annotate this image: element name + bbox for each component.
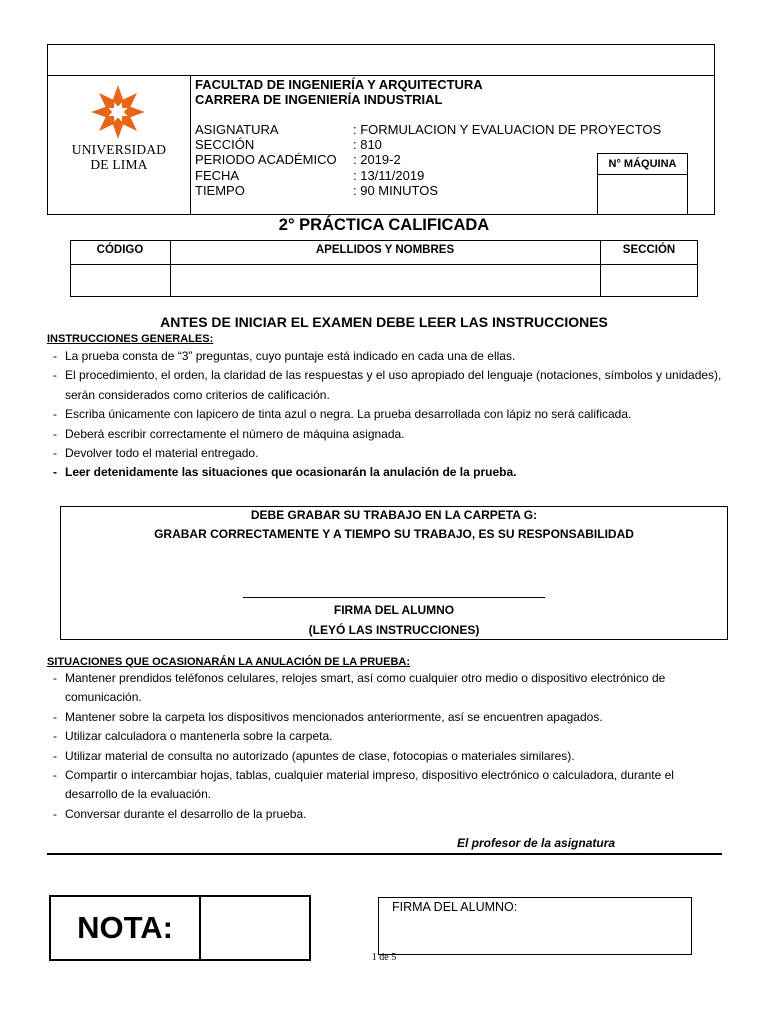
list-item: - Mantener prendidos teléfonos celulares, relojes smart, así como cualquier otro medio o dispositivo electrónico de comunicación. bbox=[53, 669, 728, 708]
faculty-heading bbox=[195, 77, 483, 107]
signature-note: (LEYÓ LAS INSTRUCCIONES) bbox=[308, 623, 480, 637]
page-title: 2° PRÁCTICA CALIFICADA bbox=[278, 216, 490, 234]
list-item: - Utilizar calculadora o mantenerla sobre la carpeta. bbox=[53, 727, 728, 746]
student-name-field[interactable] bbox=[171, 265, 600, 296]
annulment-heading: SITUACIONES QUE OCASIONARÁN LA ANULACIÓN DE LA PRUEBA: bbox=[47, 656, 411, 668]
list-item: - El procedimiento, el orden, la claridad de las respuestas y el uso apropiado del lenguaje (notaciones, símbolos y unidades), serán considerados como criterios de calificación. bbox=[53, 366, 728, 405]
header-divider bbox=[47, 75, 715, 76]
student-signature-label: FIRMA DEL ALUMNO: bbox=[392, 900, 518, 914]
list-item: - Escriba únicamente con lapicero de tinta azul o negra. La prueba desarrollada con lápiz no será calificada. bbox=[53, 405, 728, 424]
professor-signature-line bbox=[47, 853, 722, 855]
column-header-section: SECCIÓN bbox=[622, 244, 676, 256]
column-header-code: CÓDIGO bbox=[96, 244, 144, 256]
header-divider-vertical bbox=[190, 75, 191, 215]
grade-label: NOTA: bbox=[77, 910, 173, 945]
page-number: 1 de 5 bbox=[371, 952, 397, 963]
list-item: - Compartir o intercambiar hojas, tablas, cualquier material impreso, dispositivo electrónico o calculadora, durante el desarrollo de la evaluación. bbox=[53, 766, 728, 805]
signature-label: FIRMA DEL ALUMNO bbox=[333, 603, 455, 617]
list-item: - Deberá escribir correctamente el número de máquina asignada. bbox=[53, 425, 728, 444]
university-star-logo-icon bbox=[90, 84, 146, 140]
general-instructions-heading: INSTRUCCIONES GENERALES: bbox=[47, 333, 214, 345]
annulment-list bbox=[53, 669, 728, 824]
signature-line[interactable] bbox=[243, 597, 545, 598]
instructions-banner: ANTES DE INICIAR EL EXAMEN DEBE LEER LAS INSTRUCCIONES bbox=[160, 314, 608, 330]
student-section-field[interactable] bbox=[601, 265, 697, 296]
column-header-name: APELLIDOS Y NOMBRES bbox=[315, 244, 455, 256]
professor-signature-label: El profesor de la asignatura bbox=[457, 836, 616, 850]
list-item: - La prueba consta de “3” preguntas, cuyo puntaje está indicado en cada una de ellas. bbox=[53, 347, 728, 366]
career-name: CARRERA DE INGENIERÍA INDUSTRIAL bbox=[195, 92, 443, 107]
list-item: - Devolver todo el material entregado. bbox=[53, 444, 728, 463]
save-instruction: DEBE GRABAR SU TRABAJO EN LA CARPETA G: bbox=[250, 508, 538, 522]
list-item: - Mantener sobre la carpeta los dispositivos mencionados anteriormente, así se encuentren apagados. bbox=[53, 708, 728, 727]
save-responsibility: GRABAR CORRECTAMENTE Y A TIEMPO SU TRABAJO, ES SU RESPONSABILIDAD bbox=[154, 527, 634, 541]
general-instructions-list bbox=[53, 347, 728, 483]
machine-number-label: N° MÁQUINA bbox=[597, 153, 688, 175]
list-item: - Conversar durante el desarrollo de la prueba. bbox=[53, 805, 728, 824]
university-logo-text: UNIVERSIDAD DE LIMA bbox=[71, 142, 167, 172]
machine-number-field[interactable] bbox=[597, 174, 688, 215]
student-code-field[interactable] bbox=[71, 265, 170, 296]
faculty-name: FACULTAD DE INGENIERÍA Y ARQUITECTURA bbox=[195, 77, 483, 92]
list-item: - Utilizar material de consulta no autorizado (apuntes de clase, fotocopias o materiales similares). bbox=[53, 747, 728, 766]
list-item: - Leer detenidamente las situaciones que ocasionarán la anulación de la prueba. bbox=[53, 463, 728, 482]
